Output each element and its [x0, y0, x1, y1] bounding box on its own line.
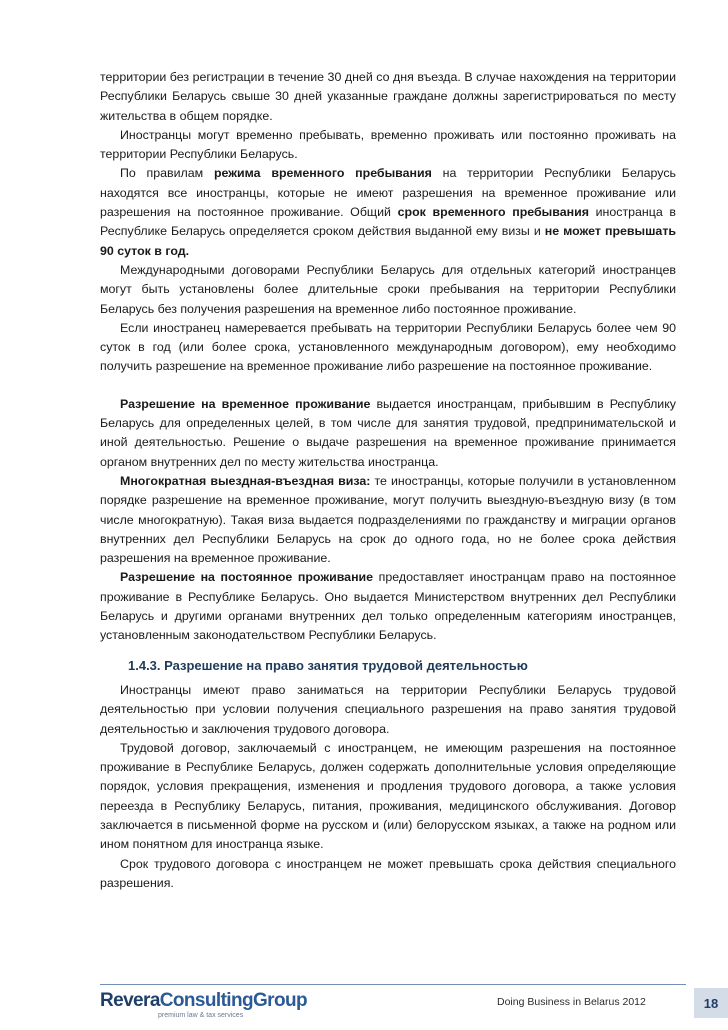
paragraph-registration: территории без регистрации в течение 30 дней со дня въезда. В случае нахождения на территории Республики Беларусь свыше 30 дней указанные граждане должны зарегистрироваться по месту жительства в общем порядке. [100, 70, 676, 123]
bold-term-temporary-stay-regime: режима временного пребывания [213, 166, 432, 181]
logo-word-revera: Revera [100, 990, 160, 1011]
paragraph-stay-types: Иностранцы могут временно пребывать, временно проживать или постоянно проживать на территории Республики Беларусь. [100, 127, 676, 162]
paragraph-labor-contract: Трудовой договор, заключаемый с иностранцем, не имеющим разрешения на постоянное проживание в Республике Беларусь, должен содержать дополнительные условия определяющие порядок, условия прекращения, изменения и продления трудового договора, а также условия переезда в Республику Беларусь, питания, проживания, медицинского обслуживания. Договор заключается в письменной форме на русском и (или) белорусском языках, а также на родном или ином понятном для иностранца языке. [100, 740, 676, 852]
footer-publication-title: Doing Business in Belarus 2012 [497, 996, 646, 1008]
paragraph-contract-term: Срок трудового договора с иностранцем не может превышать срока действия специального разрешения. [100, 856, 676, 890]
paragraph-international-treaties: Международными договорами Республики Беларусь для отдельных категорий иностранцев могут быть установлены более длительные сроки пребывания на территории Республики Беларусь без получения разрешения на временное либо постоянное проживание. [100, 262, 676, 316]
text-segment: предоставляет иностранцам право на постоянное проживание в Республике Беларусь. Оно выдается Министерством внутренних дел Республики Беларусь и другими органами внутренних дел только определенным категориям иностранцев, установленным законодательством Республики Беларусь. [100, 570, 677, 643]
text-segment: те иностранцы, которые получили в установленном порядке разрешение на временное проживание, могут получить выездную-въездную визу (в том числе многократную). Такая виза выдается подразделениями по гражданству и миграции органов внутренних дел Республики Беларусь на срок до одного года, но не более срока действия разрешения на временное проживание. [100, 473, 676, 566]
logo-wordmark [100, 990, 307, 1012]
bold-term-multiple-visa: Многократная выездная-въездная виза: [120, 473, 371, 488]
text-segment: иностранца в Республике Беларусь определяется сроком действия выданной ему визы и [100, 205, 676, 239]
page-number: 18 [694, 988, 728, 1018]
logo-word-consulting-group: ConsultingGroup [159, 990, 307, 1011]
paragraph-work-right: Иностранцы имеют право заниматься на территории Республики Беларусь трудовой деятельностью при условии получения специального разрешения на право занятия трудовой деятельностью и заключения трудового договора. [100, 682, 676, 736]
logo-tagline: premium law & tax services [158, 1012, 244, 1019]
text-segment: По правилам [120, 166, 214, 181]
paragraph-over-90-days: Если иностранец намеревается пребывать на территории Республики Беларусь более чем 90 суток в год (или более срока, установленного международным договором), ему необходимо получить разрешение на временное проживание либо разрешение на постоянное проживание. [100, 320, 676, 374]
bold-term-stay-period: срок временного пребывания [397, 205, 589, 220]
company-logo [100, 990, 307, 1024]
bold-term-permanent-residence: Разрешение на постоянное проживание [120, 570, 374, 585]
bold-term-temporary-residence: Разрешение на временное проживание [120, 396, 371, 411]
footer-divider [100, 984, 686, 985]
document-body [100, 68, 676, 893]
paragraph-temporary-residence [100, 395, 676, 472]
paragraph-multiple-visa [100, 472, 676, 568]
section-heading: 1.4.3. Разрешение на право занятия трудовой деятельностью [128, 657, 528, 673]
text-segment: выдается иностранцам, прибывшим в Республику Беларусь для определенных целей, в том числе для занятия трудовой, предпринимательской и иной деятельностью. Решение о выдаче разрешения на временное проживание принимается органом внутренних дел по месту жительства иностранца. [100, 396, 676, 469]
text-segment: на территории Республики Беларусь находятся все иностранцы, которые не имеют разрешения на временное проживание или разрешения на постоянное проживание. Общий [100, 166, 677, 220]
paragraph-temporary-stay [100, 164, 676, 260]
paragraph-permanent-residence [100, 568, 676, 645]
bold-term-90-days: не может превышать 90 суток в год. [100, 224, 677, 258]
paragraph-gap [100, 377, 676, 395]
